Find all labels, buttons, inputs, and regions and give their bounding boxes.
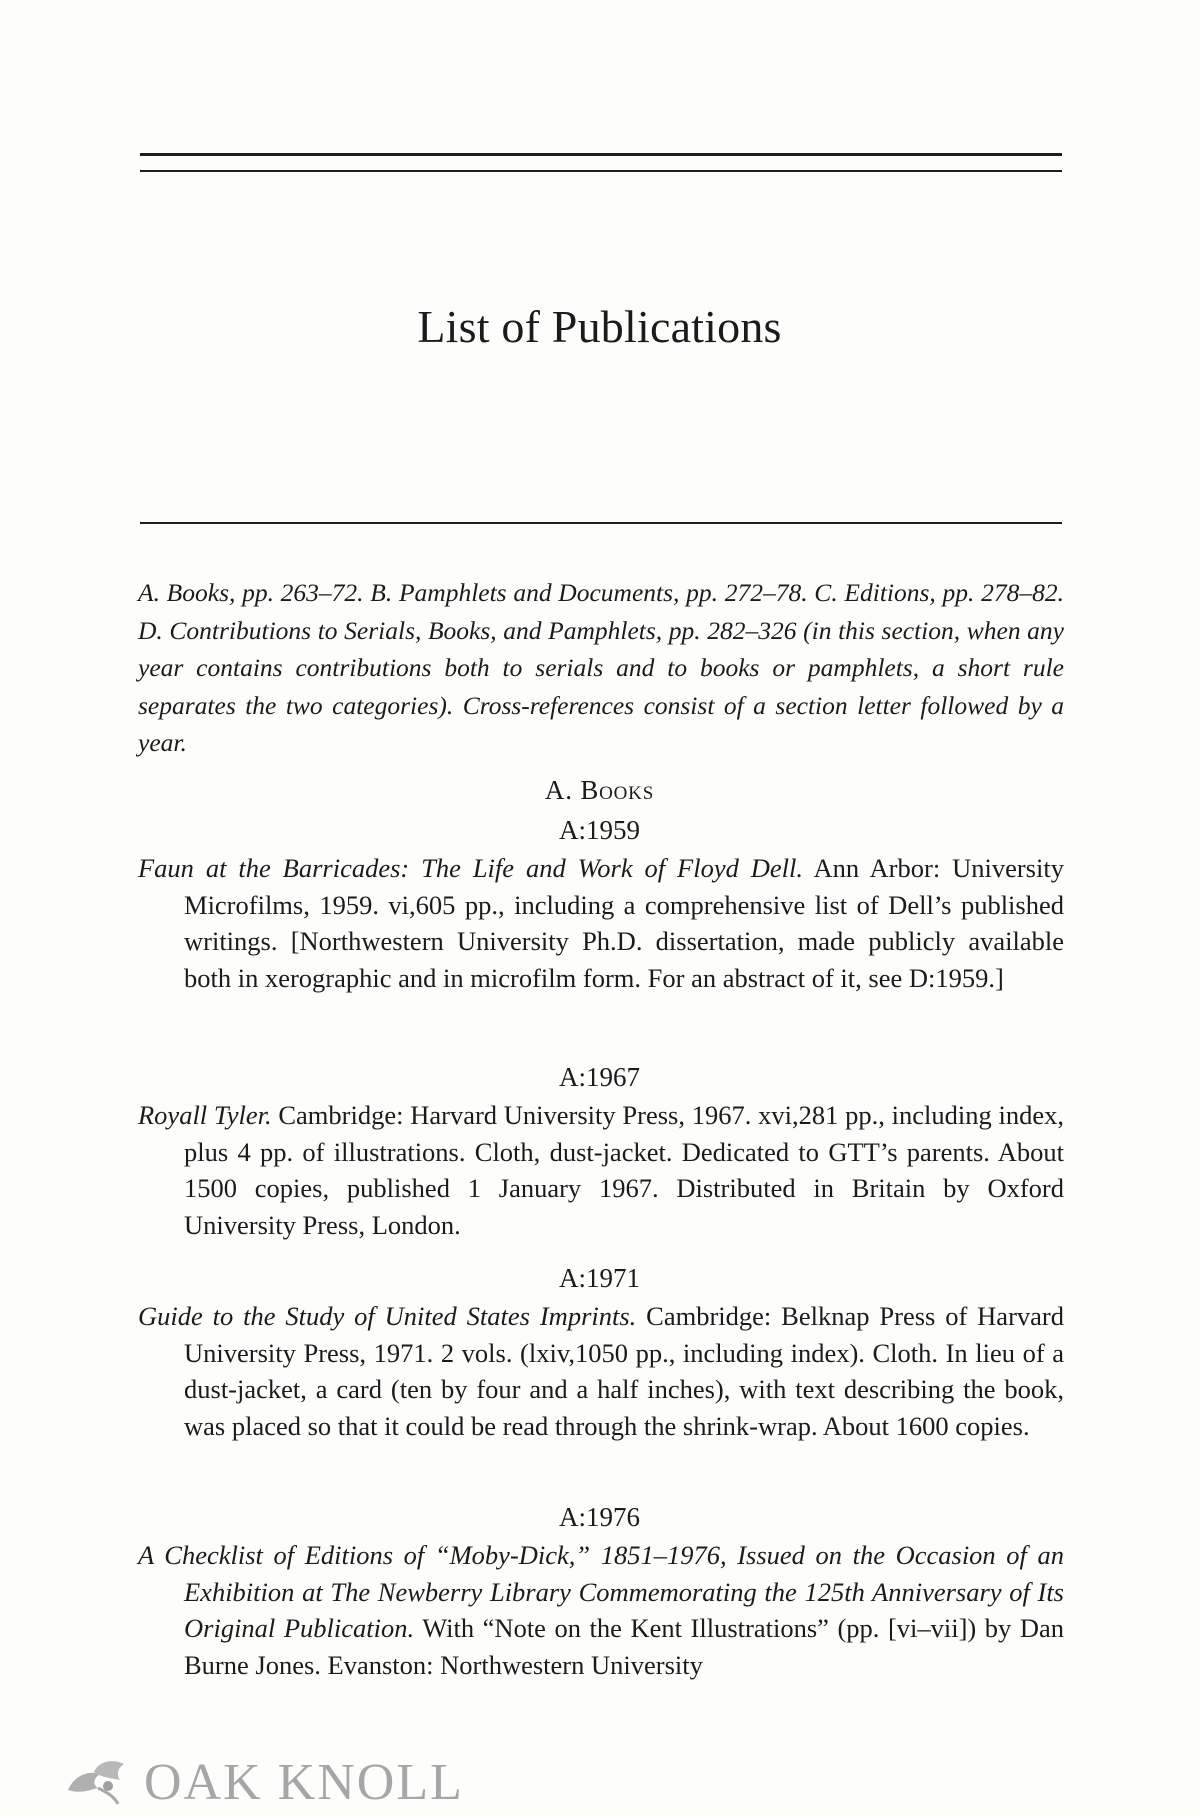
section-letter: A. [544,775,573,805]
entry-title: Faun at the Barricades: The Life and Work of Floyd Dell. [138,853,803,883]
entry-year: A:1959 [559,815,640,845]
entry-details: With “Note on the Kent Illustrations” (pp. [vi–vii]) by Dan Burne Jones. Evanston: Northwestern University [184,1613,1065,1680]
entry-title: Guide to the Study of United States Imprints. [138,1301,637,1331]
entry-text [138,850,1064,996]
entry-text [138,1537,1064,1683]
page-title: List of Publications [417,301,782,352]
oak-knoll-leaf-logo-icon [64,1756,130,1808]
watermark-text: OAK KNOLL [144,1753,464,1811]
entry-details: Cambridge: Harvard University Press, 1967. xvi,281 pp., including index, plus 4 pp. of illustrations. Cloth, dust-jacket. Dedicated to GTT’s parents. About 1500 copies, published 1 January 1967. Distributed in Britain by Oxford University Press, London. [184,1100,1064,1240]
entry-details: Ann Arbor: University Microfilms, 1959. vi,605 pp., including a comprehensive list of Dell’s published writings. [Northwestern University Ph.D. dissertation, made publicly available both in xerographic and in microfilm form. For an abstract of it, see D:1959.] [184,853,1064,993]
entry-title: A Checklist of Editions of “Moby-Dick,” 1851–1976, Issued on the Occasion of an Exhibition at The Newberry Library Commemorating the 125th Anniversary of Its Original Publication. [138,1540,1064,1643]
entry-year: A:1976 [559,1502,640,1532]
entry-year: A:1971 [559,1263,640,1293]
section-name: Books [580,775,655,805]
entry-text [138,1298,1064,1444]
entry-year: A:1967 [559,1062,640,1092]
section-divider-rule [140,522,1062,524]
intro-paragraph: A. Books, pp. 263–72. B. Pamphlets and Documents, pp. 272–78. C. Editions, pp. 278–82. D. Contributions to Serials, Books, and Pamphlets, pp. 282–326 (in this section, when any year contains contributions both to serials and to books or pamphlets, a short rule separates the two categories). Cross-references consist of a section letter followed by a year. [138,578,1064,757]
top-double-rule-upper [140,153,1062,156]
entry-text [138,1097,1064,1243]
top-double-rule-lower [140,170,1062,172]
section-heading [0,775,1199,806]
entry-details: Cambridge: Belknap Press of Harvard University Press, 1971. 2 vols. (lxiv,1050 pp., including index). Cloth. In lieu of a dust-jacket, a card (ten by four and a half inches), with text describing the book, was placed so that it could be read through the shrink-wrap. About 1600 copies. [184,1301,1064,1441]
entry-title: Royall Tyler. [138,1100,272,1130]
oak-knoll-watermark [64,1747,464,1817]
